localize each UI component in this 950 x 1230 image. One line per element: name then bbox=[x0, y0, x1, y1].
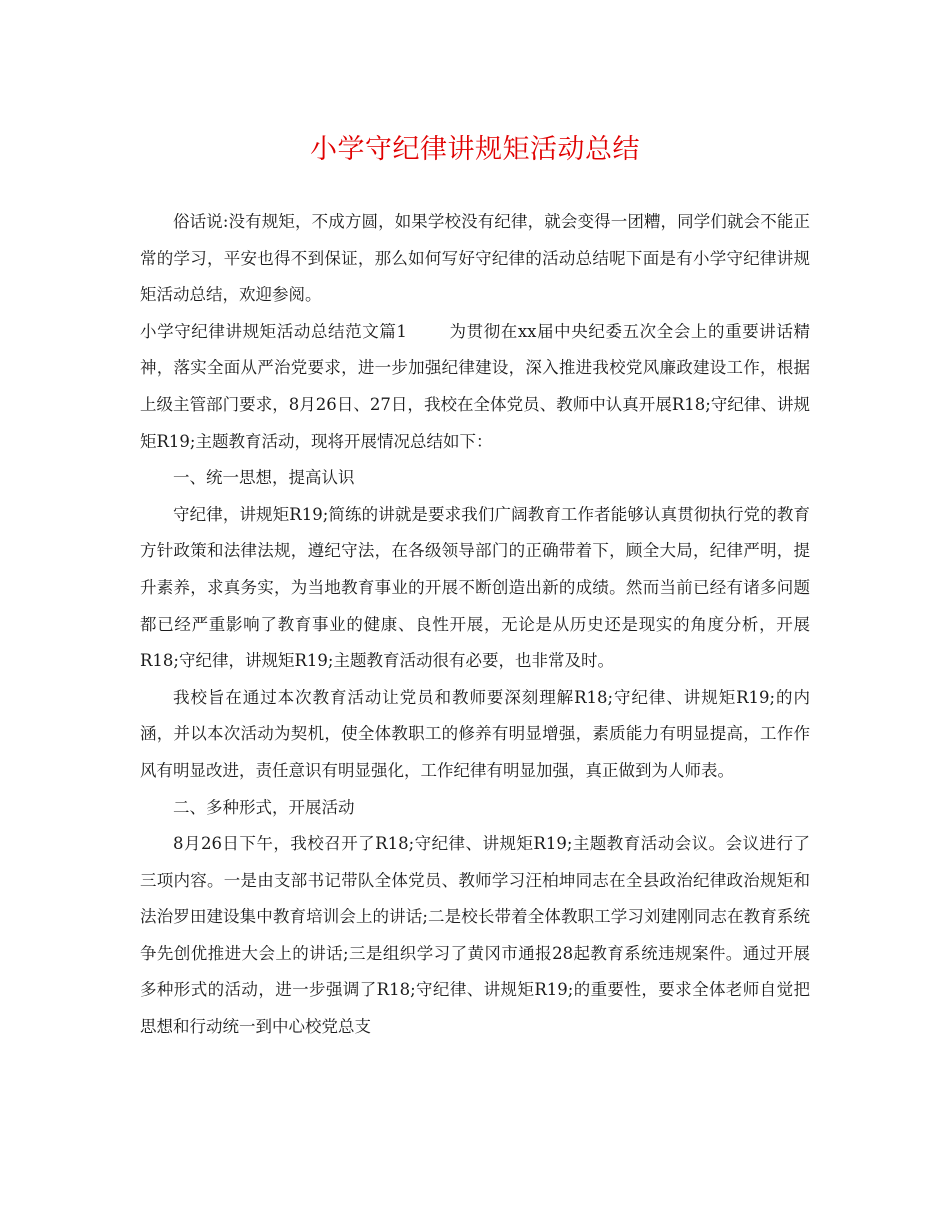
section2-heading: 二、多种形式，开展活动 bbox=[173, 797, 355, 817]
sample-paragraph bbox=[140, 314, 810, 460]
document-body bbox=[140, 204, 810, 1046]
sample-heading: 小学守纪律讲规矩活动总结范文篇1 bbox=[140, 321, 407, 341]
document-title: 小学守纪律讲规矩活动总结 bbox=[310, 134, 640, 165]
section1-heading: 一、统一思想，提高认识 bbox=[173, 468, 355, 488]
section1-paragraph-2: 我校旨在通过本次教育活动让党员和教师要深刻理解R18;守纪律、讲规矩R19;的内涵，并以本次活动为契机，使全体教职工的修养有明显增强，素质能力有明显提高，工作作风有明显改进，责任意识有明显强化，工作纪律有明显加强，真正做到为人师表。 bbox=[140, 687, 810, 780]
section2-paragraph-1: 8月26日下午，我校召开了R18;守纪律、讲规矩R19;主题教育活动会议。会议进行了三项内容。一是由支部书记带队全体党员、教师学习汪柏坤同志在全县政治纪律政治规矩和法治罗田建设集中教育培训会上的讲话;二是校长带着全体教职工学习刘建刚同志在教育系统争先创优推进大会上的讲话;三是组织学习了黄冈市通报28起教育系统违规案件。通过开展多种形式的活动，进一步强调了R18;守纪律、讲规矩R19;的重要性，要求全体老师自觉把思想和行动统一到中心校党总支 bbox=[140, 834, 810, 1037]
sample-lead-text: 为贯彻在xx届中央纪委五次全会上的重要讲话精神，落实全面从严治党要求，进一步加强纪律建设，深入推进我校党风廉政建设工作，根据上级主管部门要求，8月26日、27日，我校在全体党员、教师中认真开展R18;守纪律、讲规矩R19;主题教育活动，现将开展情况总结如下： bbox=[140, 321, 810, 451]
section1-paragraph-1: 守纪律，讲规矩R19;简练的讲就是要求我们广阔教育工作者能够认真贯彻执行党的教育方针政策和法律法规，遵纪守法，在各级领导部门的正确带着下，顾全大局，纪律严明，提升素养，求真务实，为当地教育事业的开展不断创造出新的成绩。然而当前已经有诸多问题都已经严重影响了教育事业的健康、良性开展，无论是从历史还是现实的角度分析，开展R18;守纪律，讲规矩R19;主题教育活动很有必要，也非常及时。 bbox=[140, 504, 810, 671]
intro-paragraph: 俗话说:没有规矩，不成方圆，如果学校没有纪律，就会变得一团糟，同学们就会不能正常的学习，平安也得不到保证，那么如何写好守纪律的活动总结呢下面是有小学守纪律讲规矩活动总结，欢迎参阅。 bbox=[140, 212, 810, 305]
